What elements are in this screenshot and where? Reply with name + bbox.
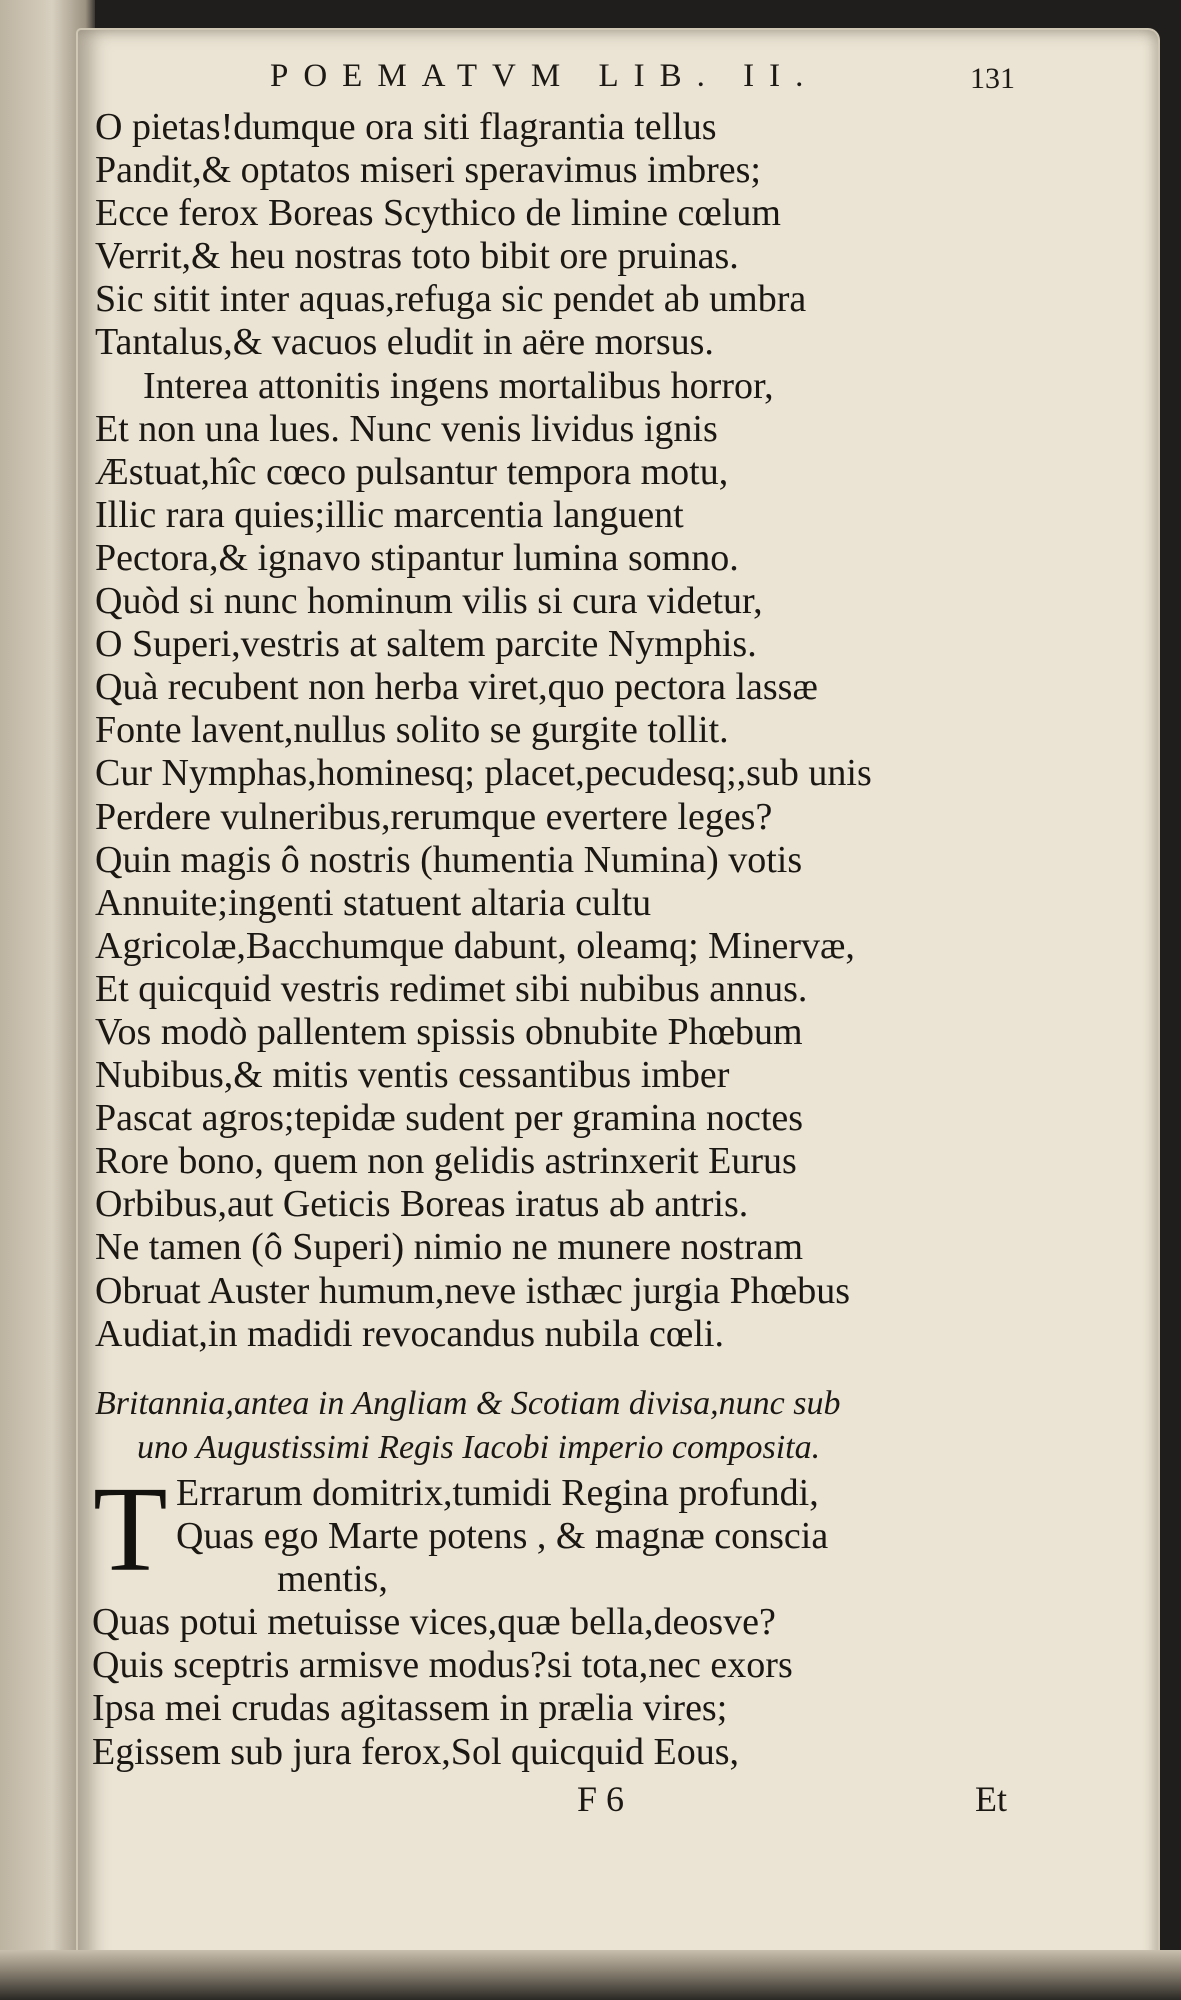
poem-title (95, 1382, 1025, 1470)
verse-line: Ne tamen (ô Superi) nimio ne munere nostram (95, 1226, 804, 1269)
verse-line: Cur Nymphas,hominesq; placet,pecudesq;,sub unis (95, 752, 872, 795)
verse-line: O pietas!dumque ora siti flagrantia tellus (95, 106, 717, 148)
verse-line: Pectora,& ignavo stipantur lumina somno. (95, 536, 739, 579)
poem-title-line: uno Augustissimi Regis Iacobi imperio composita. (137, 1429, 821, 1466)
verse-line: Verrit,& heu nostras toto bibit ore pruinas. (95, 235, 739, 278)
verse-line: Fonte lavent,nullus solito se gurgite tollit. (95, 709, 729, 752)
verse-line: Et quicquid vestris redimet sibi nubibus annus. (95, 967, 808, 1010)
verse-line: Pascat agros;tepidæ sudent per gramina noctes (95, 1097, 804, 1140)
verse-line: Quòd si nunc hominum vilis si cura videtur, (95, 580, 763, 623)
verse-line: Annuite;ingenti statuent altaria cultu (95, 881, 652, 924)
verse-line: Perdere vulneribus,rerumque evertere leges? (95, 795, 773, 838)
verse-line: Quis sceptris armisve modus?si tota,nec exors (92, 1644, 793, 1687)
verse-line: O Superi,vestris at saltem parcite Nymphis. (95, 623, 757, 666)
poem-title-line: Britannia,antea in Angliam & Scotiam divisa,nunc sub (95, 1385, 841, 1422)
catchword: Et (975, 1779, 1007, 1819)
page-number: 131 (970, 62, 1015, 95)
verse-line: Vos modò pallentem spissis obnubite Phœbum (95, 1010, 803, 1053)
verse-line: Rore bono, quem non gelidis astrinxerit Eurus (95, 1140, 797, 1183)
verse-line: Egissem sub jura ferox,Sol quicquid Eous, (92, 1730, 739, 1773)
verse-line: Obruat Auster humum,neve isthæc jurgia Phœbus (95, 1269, 851, 1312)
verse-line: Audiat,in madidi revocandus nubila cœli. (95, 1312, 724, 1355)
verse-line: Nubibus,& mitis ventis cessantibus imber (95, 1054, 730, 1097)
verse-line: Errarum domitrix,tumidi Regina profundi, (176, 1472, 819, 1514)
verse-line: Interea attonitis ingens mortalibus horror, (143, 364, 774, 407)
page-bottom-edge (0, 1950, 1181, 2000)
verse-line: Ipsa mei crudas agitassem in prælia vires; (92, 1687, 728, 1730)
verse-line: Illic rara quies;illic marcentia languent (95, 493, 684, 536)
poem-body (95, 106, 1125, 1356)
running-head: POEMATVM LIB. II. (270, 58, 819, 94)
verse-line: Quin magis ô nostris (humentia Numina) votis (95, 838, 803, 881)
verse-line: Orbibus,aut Geticis Boreas iratus ab antris. (95, 1183, 749, 1226)
signature-mark: F 6 (577, 1779, 625, 1819)
drop-cap: T (93, 1462, 168, 1597)
verse-line: Ecce ferox Boreas Scythico de limine cœlum (95, 192, 781, 235)
verse-line: mentis, (277, 1558, 388, 1601)
verse-line: Tantalus,& vacuos eludit in aëre morsus. (95, 321, 714, 364)
verse-line: Sic sitit inter aquas,refuga sic pendet ab umbra (95, 278, 807, 321)
verse-line: Quas potui metuisse vices,quæ bella,deosve? (92, 1601, 776, 1644)
verse-line: Pandit,& optatos miseri speravimus imbres; (95, 149, 761, 192)
verse-line: Quas ego Marte potens , & magnæ conscia (176, 1515, 829, 1558)
poem-body-second (92, 1462, 1122, 1774)
verse-line: Quà recubent non herba viret,quo pectora lassæ (95, 666, 818, 709)
verse-line: Et non una lues. Nunc venis lividus ignis (95, 407, 718, 450)
verse-line: Agricolæ,Bacchumque dabunt, oleamq; Minervæ, (95, 924, 855, 967)
verse-line: Æstuat,hîc cœco pulsantur tempora motu, (95, 450, 729, 493)
